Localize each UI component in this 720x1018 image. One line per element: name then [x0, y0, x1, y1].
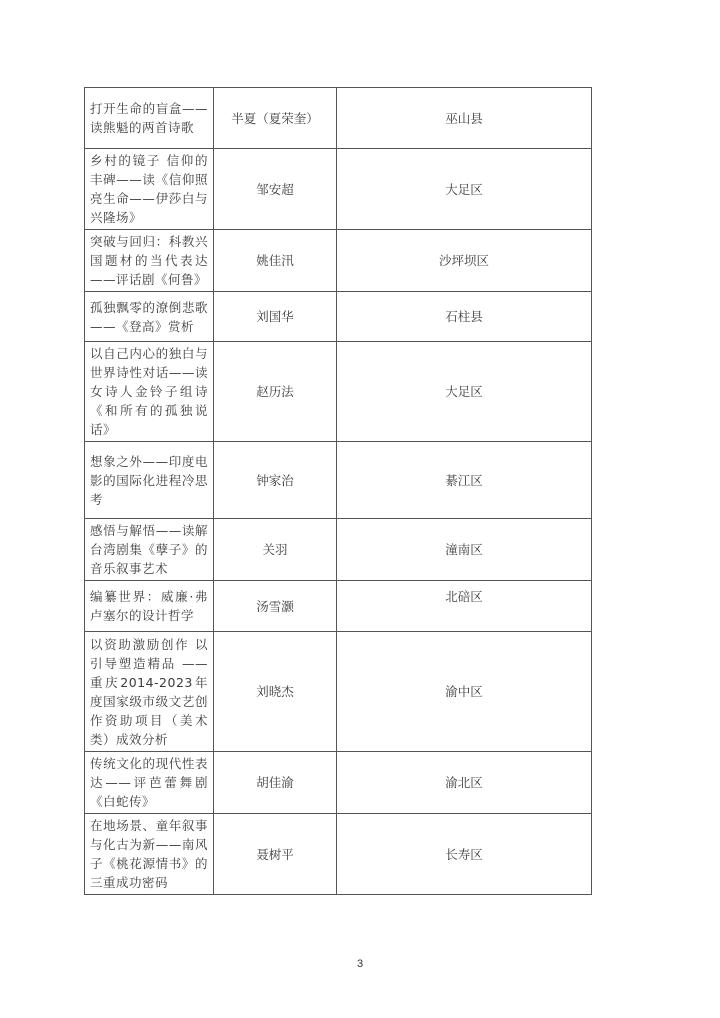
- table-row: [85, 519, 592, 581]
- table-row: [85, 230, 592, 292]
- table-row: [85, 752, 592, 814]
- region-cell: 沙坪坝区: [337, 230, 592, 292]
- region-cell: 北碚区: [337, 581, 592, 632]
- table-row: [85, 342, 592, 442]
- work-title-cell: 打开生命的盲盒——读熊魁的两首诗歌: [85, 88, 214, 149]
- work-title-cell: 以自己内心的独白与世界诗性对话——读女诗人金铃子组诗《和所有的孤独说话》: [85, 342, 214, 442]
- table-row: [85, 632, 592, 752]
- work-title-cell: 突破与回归：科教兴国题材的当代表达——评话剧《何鲁》: [85, 230, 214, 292]
- author-cell: 赵历法: [214, 342, 337, 442]
- region-cell: 潼南区: [337, 519, 592, 581]
- author-cell: 半夏（夏荣奎）: [214, 88, 337, 149]
- region-cell: 长寿区: [337, 814, 592, 895]
- author-cell: 钟家治: [214, 442, 337, 519]
- table-row: [85, 581, 592, 632]
- table-row: [85, 292, 592, 342]
- author-cell: 聂树平: [214, 814, 337, 895]
- work-title-cell: 传统文化的现代性表达——评芭蕾舞剧《白蛇传》: [85, 752, 214, 814]
- table-row: [85, 814, 592, 895]
- author-cell: 关羽: [214, 519, 337, 581]
- page-number: 3: [356, 958, 364, 970]
- region-cell: 渝北区: [337, 752, 592, 814]
- region-cell: 大足区: [337, 149, 592, 230]
- region-cell: 巫山县: [337, 88, 592, 149]
- work-title-cell: 在地场景、童年叙事与化古为新——南风子《桃花源情书》的三重成功密码: [85, 814, 214, 895]
- work-title-cell: 感悟与解悟——读解台湾剧集《孽子》的音乐叙事艺术: [85, 519, 214, 581]
- region-cell: 大足区: [337, 342, 592, 442]
- work-title-cell: 以资助激励创作 以引导塑造精品 ——重庆2014-2023年度国家级市级文艺创作资助项目（美术类）成效分析: [85, 632, 214, 752]
- author-cell: 刘国华: [214, 292, 337, 342]
- work-title-cell: 想象之外——印度电影的国际化进程冷思考: [85, 442, 214, 519]
- author-cell: 胡佳渝: [214, 752, 337, 814]
- table-row: [85, 88, 592, 149]
- table-row: [85, 442, 592, 519]
- work-title-cell: 乡村的镜子 信仰的丰碑——读《信仰照亮生命——伊莎白与兴隆场》: [85, 149, 214, 230]
- author-cell: 姚佳汛: [214, 230, 337, 292]
- region-cell: 渝中区: [337, 632, 592, 752]
- table-body: [85, 88, 592, 895]
- region-cell: 綦江区: [337, 442, 592, 519]
- region-cell: 石柱县: [337, 292, 592, 342]
- author-cell: 邹安超: [214, 149, 337, 230]
- work-title-cell: 编纂世界：威廉·弗卢塞尔的设计哲学: [85, 581, 214, 632]
- work-title-cell: 孤独飘零的潦倒悲歌——《登高》赏析: [85, 292, 214, 342]
- author-cell: 刘晓杰: [214, 632, 337, 752]
- table-row: [85, 149, 592, 230]
- award-table: [84, 87, 592, 895]
- author-cell: 汤雪灏: [214, 581, 337, 632]
